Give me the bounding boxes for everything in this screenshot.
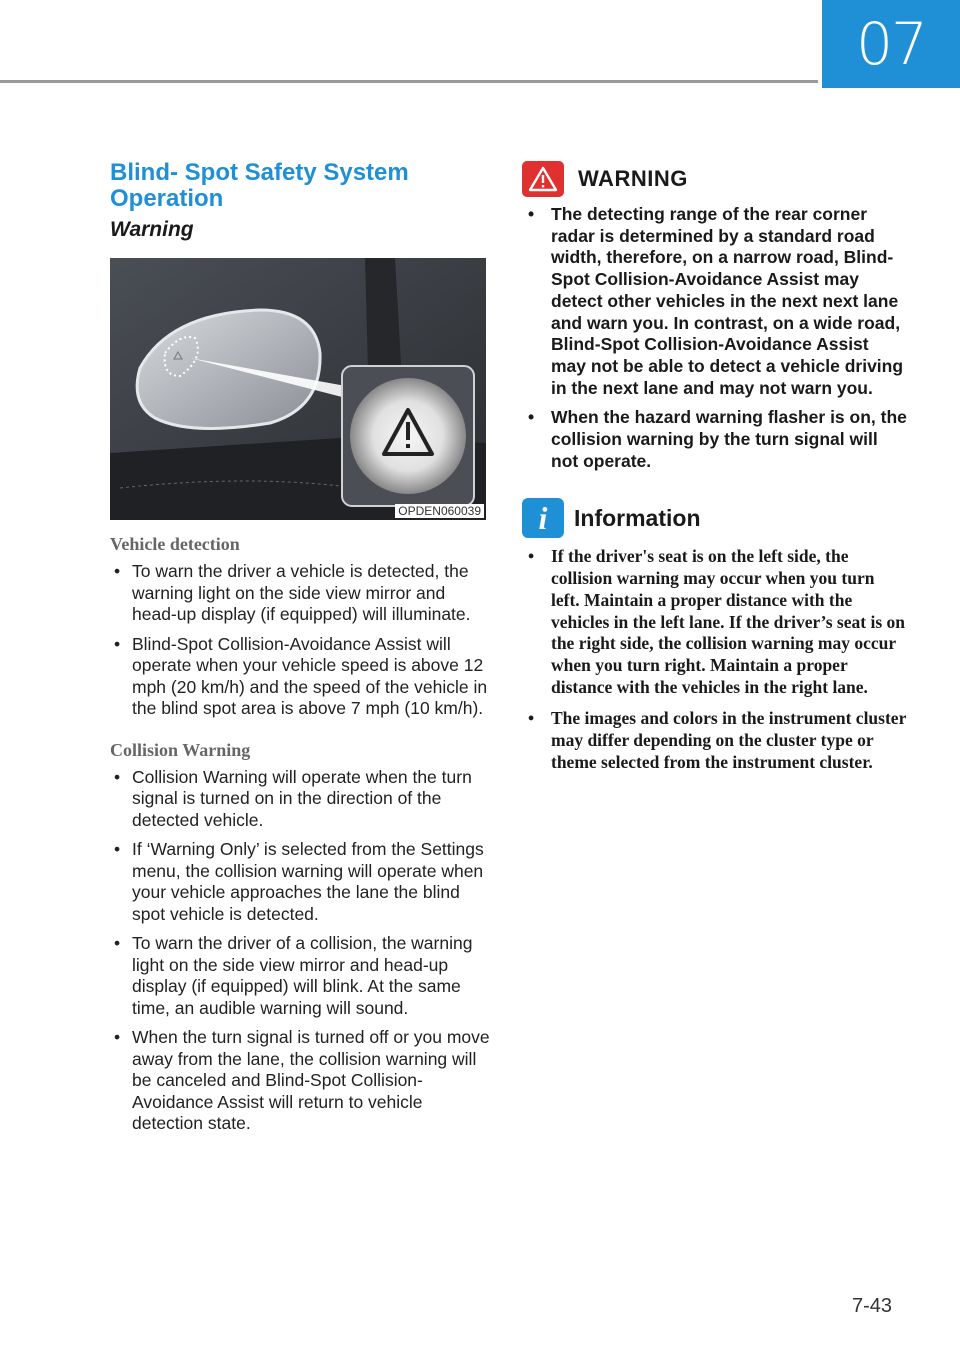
section-subtitle: Warning — [110, 218, 194, 241]
warning-header — [522, 160, 907, 198]
figure-code: OPDEN060039 — [395, 504, 484, 518]
collision-warning-heading: Collision Warning — [110, 739, 251, 760]
list-item: • If the driver's seat is on the left side, the collision warning may occur when you turn left. Maintain a proper distance with the vehicles in the left lane. If the driver’s seat is on the right side, the collision warning may occur when you turn right. Maintain a proper distance with the vehicles in the right lane. — [522, 546, 907, 698]
vehicle-detection-list — [110, 561, 490, 720]
left-column — [110, 160, 490, 1143]
vehicle-detection-heading: Vehicle detection — [110, 534, 240, 554]
page-number: 7-43 — [851, 1295, 892, 1317]
mirror-warning-figure — [110, 258, 486, 520]
right-column — [522, 160, 907, 783]
list-item: • To warn the driver of a collision, the warning light on the side view mirror and head-up display (if equipped) will blink. At the same time, an audible warning will sound. — [110, 933, 490, 1019]
list-item: • To warn the driver a vehicle is detected, the warning light on the side view mirror and head-up display (if equipped) will illuminate. — [110, 561, 490, 626]
information-header — [522, 498, 907, 538]
list-item: • Blind-Spot Collision-Avoidance Assist will operate when your vehicle speed is above 12 mph (20 km/h) and the speed of the vehicle in the blind spot area is above 7 mph (10 km/h). — [110, 634, 490, 720]
header-rule — [0, 80, 818, 83]
list-item: • The detecting range of the rear corner radar is determined by a standard road width, therefore, on a narrow road, Blind-Spot Collision-Avoidance Assist may detect other vehicles in the next next lane and warn you. In contrast, on a wide road, Blind-Spot Collision-Avoidance Assist may not be able to detect a vehicle driving in the next lane and may not warn you. — [522, 204, 907, 399]
warning-triangle-icon — [522, 161, 564, 197]
collision-warning-list — [110, 767, 490, 1135]
list-item: • The images and colors in the instrument cluster may differ depending on the cluster type or theme selected from the instrument cluster. — [522, 708, 907, 773]
info-icon: i — [522, 498, 564, 538]
information-title: Information — [574, 504, 701, 531]
warning-list — [522, 204, 907, 472]
information-list — [522, 546, 907, 773]
list-item: • Collision Warning will operate when the turn signal is turned on in the direction of the detected vehicle. — [110, 767, 490, 832]
list-item: • When the hazard warning flasher is on, the collision warning by the turn signal will not operate. — [522, 407, 907, 472]
warning-title: WARNING — [578, 166, 688, 191]
mirror-illustration — [110, 258, 486, 520]
chapter-tab: 07 — [822, 0, 960, 88]
section-title: Blind- Spot Safety System Operation — [110, 159, 409, 212]
list-item: • If ‘Warning Only’ is selected from the Settings menu, the collision warning will operate when your vehicle approaches the lane the blind spot vehicle is detected. — [110, 839, 490, 925]
list-item: • When the turn signal is turned off or you move away from the lane, the collision warning will be canceled and Blind-Spot Collision-Avoidance Assist will return to vehicle detection state. — [110, 1027, 490, 1135]
